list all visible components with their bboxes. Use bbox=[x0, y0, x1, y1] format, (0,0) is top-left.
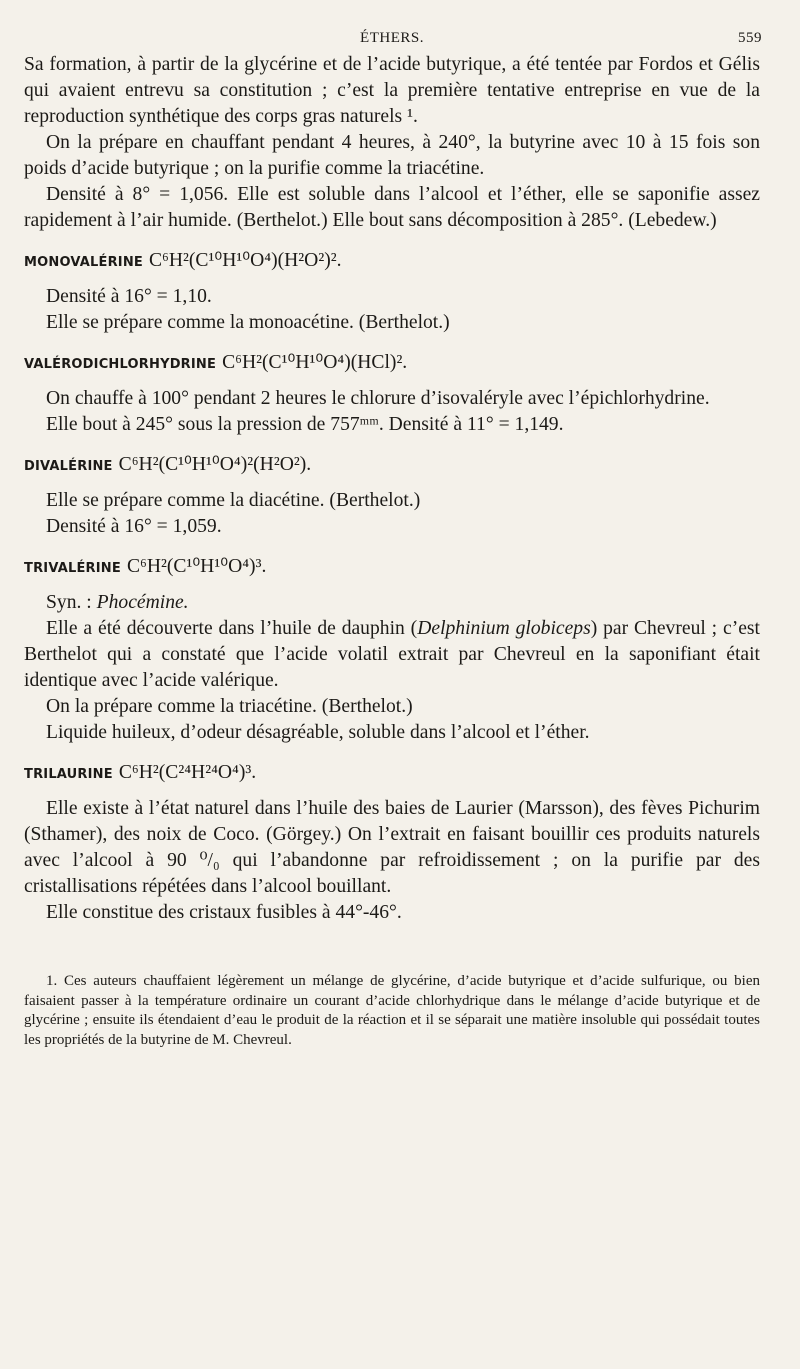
compound-label: MONOVALÉRINE bbox=[24, 255, 143, 270]
document-page bbox=[24, 30, 760, 1050]
header-title: ÉTHERS. bbox=[360, 30, 424, 46]
paragraph: Densité à 8° = 1,056. Elle est soluble dans l’alcool et l’éther, elle se saponifie assez rapidement à l’air humide. (Berthelot.) Elle bout sans décomposition à 285°. (Lebedew.) bbox=[24, 184, 760, 231]
paragraph: Elle bout à 245° sous la pression de 757ᵐᵐ. Densité à 11° = 1,149. bbox=[46, 414, 564, 435]
paragraph: Elle constitue des cristaux fusibles à 44°-46°. bbox=[46, 902, 402, 923]
paragraph: On la prépare comme la triacétine. (Berthelot.) bbox=[46, 696, 413, 717]
compound-heading-divalerine bbox=[24, 452, 760, 480]
paragraph: Elle se prépare comme la monoacétine. (Berthelot.) bbox=[46, 312, 450, 333]
compound-heading-trilaurine bbox=[24, 760, 760, 788]
compound-formula: C⁶H²(C¹⁰H¹⁰O⁴)(HCl)². bbox=[222, 352, 408, 373]
footnote: 1. Ces auteurs chauffaient légèrement un mélange de glycérine, d’acide butyrique et d’acide sulfurique, ou bien faisaient passer à la température ordinaire un courant d’acide chlorhydrique dans le mélange d’acide butyrique et de glycérine ; ensuite ils étendaient d’eau le produit de la réaction et il se séparait une matière insoluble qui possédait toutes les propriétés de la butyrine de M. Chevreul. bbox=[24, 973, 760, 1048]
compound-heading-valerodichlorhydrine bbox=[24, 350, 760, 378]
compound-formula: C⁶H²(C¹⁰H¹⁰O⁴)³. bbox=[126, 556, 267, 577]
compound-label: TRILAURINE bbox=[24, 767, 113, 782]
paragraph: Densité à 16° = 1,059. bbox=[46, 516, 222, 537]
species-name: Delphinium globiceps bbox=[417, 618, 591, 639]
compound-label: VALÉRODICHLORHYDRINE bbox=[24, 357, 217, 372]
paragraph: On chauffe à 100° pendant 2 heures le chlorure d’isovaléryle avec l’épichlorhydrine. bbox=[46, 388, 710, 409]
paragraph: Liquide huileux, d’odeur désagréable, soluble dans l’alcool et l’éther. bbox=[46, 722, 590, 743]
synonym-name: Phocémine. bbox=[96, 592, 189, 613]
compound-formula: C⁶H²(C²⁴H²⁴O⁴)³. bbox=[118, 762, 257, 783]
synonym-prefix: Syn. : bbox=[46, 592, 97, 613]
running-header bbox=[24, 30, 760, 52]
paragraph: Elle existe à l’état naturel dans l’huile des baies de Laurier (Marsson), des fèves Pichurim (Sthamer), des noix de Coco. (Görgey.) On l’extrait en faisant bouillir ces produits naturels avec l’alcool à 90 ⁰/₀ qui l’abandonne par refroidissement ; on la purifie par des cristallisations répétées dans l’alcool bouillant. bbox=[24, 798, 760, 897]
page-number: 559 bbox=[738, 30, 762, 46]
text-run: Elle a été découverte dans l’huile de dauphin ( bbox=[46, 618, 418, 639]
paragraph: Densité à 16° = 1,10. bbox=[46, 286, 212, 307]
compound-heading-monovalerine bbox=[24, 248, 760, 276]
compound-label: DIVALÉRINE bbox=[24, 459, 113, 474]
text-run: ) par Chevreul ; c’est Berthelot qui a constaté que l’acide volatil extrait par Chevreul en la saponifiant était identique avec l’acide valérique. bbox=[24, 618, 760, 691]
compound-heading-trivalerine bbox=[24, 554, 760, 582]
synonym-line bbox=[24, 590, 760, 616]
compound-formula: C⁶H²(C¹⁰H¹⁰O⁴)(H²O²)². bbox=[148, 250, 342, 271]
compound-formula: C⁶H²(C¹⁰H¹⁰O⁴)²(H²O²). bbox=[118, 454, 312, 475]
paragraph: On la prépare en chauffant pendant 4 heures, à 240°, la butyrine avec 10 à 15 fois son poids d’acide butyrique ; on la purifie comme la triacétine. bbox=[24, 132, 760, 179]
paragraph bbox=[24, 616, 760, 694]
paragraph: Elle se prépare comme la diacétine. (Berthelot.) bbox=[46, 490, 421, 511]
compound-label: TRIVALÉRINE bbox=[24, 561, 121, 576]
paragraph: Sa formation, à partir de la glycérine et de l’acide butyrique, a été tentée par Fordos et Gélis qui avaient entrevu sa constitution ; c’est la première tentative entreprise en vue de la reproduction synthétique des corps gras naturels ¹. bbox=[24, 54, 760, 127]
